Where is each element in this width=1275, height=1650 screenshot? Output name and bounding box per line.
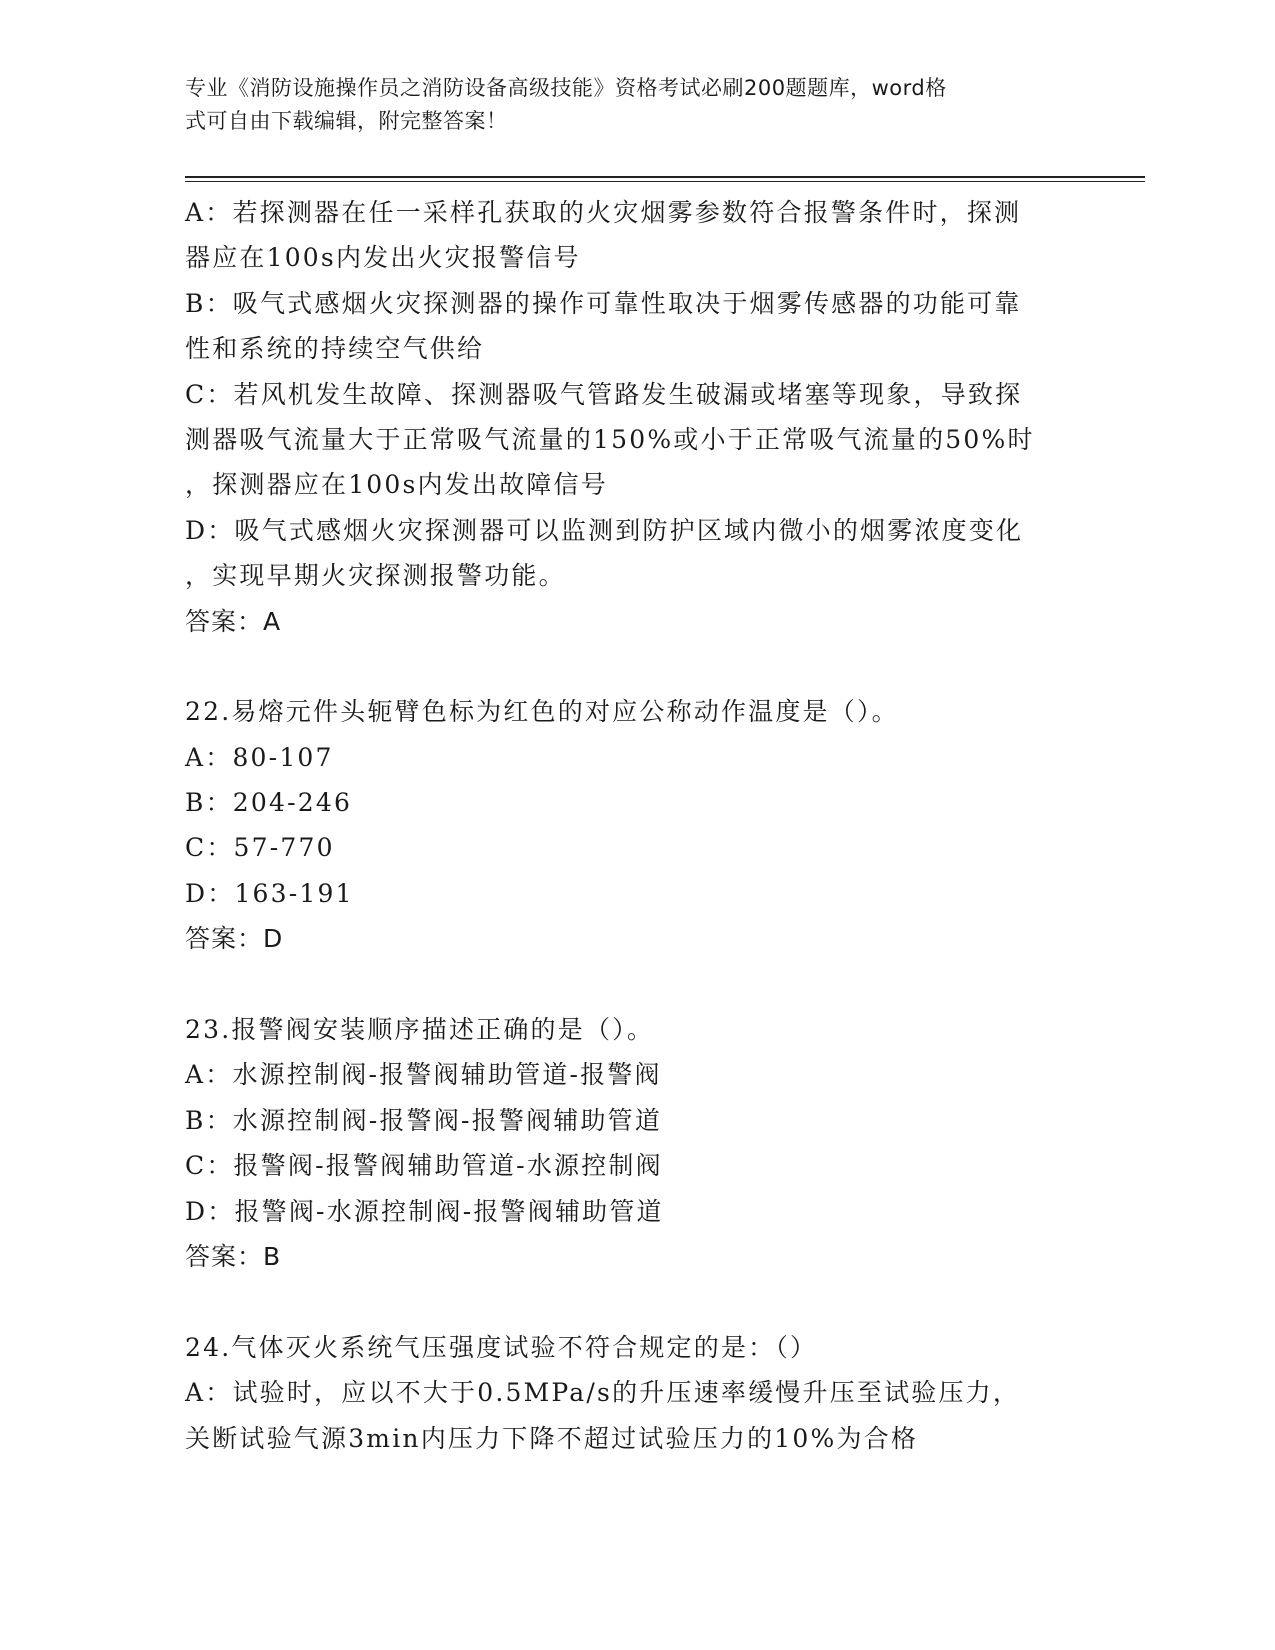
option-b: B：水源控制阀-报警阀-报警阀辅助管道 — [185, 1105, 663, 1135]
spacer — [185, 644, 1085, 689]
option-c-line-2: 测器吸气流量大于正常吸气流量的150%或小于正常吸气流量的50%时 — [185, 424, 1035, 454]
answer-23: 答案：B — [185, 1241, 282, 1271]
question-24 — [185, 1325, 1085, 1461]
option-a: A：水源控制阀-报警阀辅助管道-报警阀 — [185, 1060, 662, 1090]
answer-22: 答案：D — [185, 924, 284, 954]
option-a-line-1: A：若探测器在任一采样孔获取的火灾烟雾参数符合报警条件时，探测 — [185, 198, 1022, 227]
header-rule-thick — [185, 176, 1145, 178]
header-line-2: 式可自由下载编辑，附完整答案！ — [185, 109, 508, 133]
option-d: D：163-191 — [185, 878, 354, 908]
option-d: D：报警阀-水源控制阀-报警阀辅助管道 — [185, 1196, 664, 1226]
option-c: C：报警阀-报警阀辅助管道-水源控制阀 — [185, 1151, 663, 1181]
question-21 — [185, 190, 1085, 644]
option-a-line-2: 器应在100s内发出火灾报警信号 — [185, 243, 581, 273]
option-b-line-2: 性和系统的持续空气供给 — [185, 334, 485, 364]
option-c-line-1: C：若风机发生故障、探测器吸气管路发生破漏或堵塞等现象，导致探 — [185, 379, 1023, 409]
option-d-line-1: D：吸气式感烟火灾探测器可以监测到防护区域内微小的烟雾浓度变化 — [185, 515, 1024, 545]
document-header — [185, 72, 1065, 138]
header-line-1: 专业《消防设施操作员之消防设备高级技能》资格考试必刷200题题库，word格 — [185, 76, 947, 100]
option-a-line-1: A：试验时，应以不大于0.5MPa/s的升压速率缓慢升压至试验压力， — [185, 1378, 1021, 1408]
option-d-line-2: ，实现早期火灾探测报警功能。 — [185, 561, 566, 591]
question-23 — [185, 1007, 1085, 1279]
spacer — [185, 1279, 1085, 1324]
option-c: C：57-770 — [185, 833, 335, 863]
question-24-text: 24.气体灭火系统气压强度试验不符合规定的是：（） — [185, 1332, 818, 1362]
header-rule-thin — [185, 181, 1145, 182]
question-23-text: 23.报警阀安装顺序描述正确的是（）。 — [185, 1015, 655, 1045]
spacer — [185, 962, 1085, 1007]
question-content — [185, 190, 1085, 1461]
option-a-line-2: 关断试验气源3min内压力下降不超过试验压力的10%为合格 — [185, 1423, 919, 1453]
question-22-text: 22.易熔元件头轭臂色标为红色的对应公称动作温度是（）。 — [185, 697, 899, 727]
question-22 — [185, 689, 1085, 961]
option-b: B：204-246 — [185, 788, 353, 818]
answer-21: 答案：A — [185, 606, 282, 636]
option-c-line-3: ，探测器应在100s内发出故障信号 — [185, 470, 608, 500]
option-a: A：80-107 — [185, 742, 334, 772]
option-b-line-1: B：吸气式感烟火灾探测器的操作可靠性取决于烟雾传感器的功能可靠 — [185, 288, 1022, 318]
